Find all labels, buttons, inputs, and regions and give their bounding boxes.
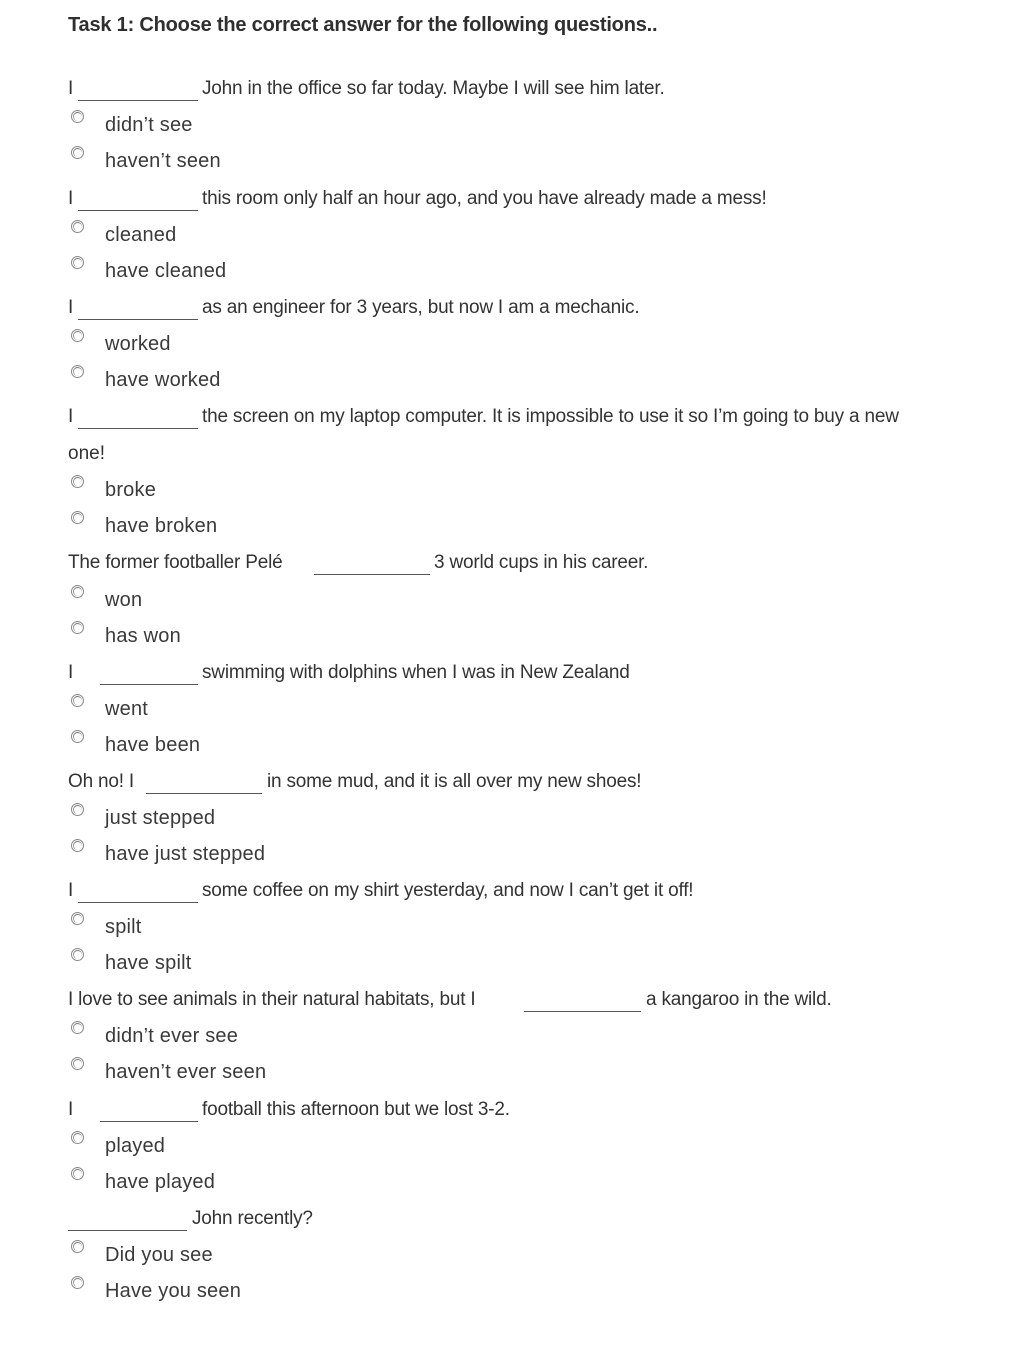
- question-8-before: I: [68, 880, 74, 901]
- option-label: haven’t seen: [105, 150, 221, 172]
- radio-icon[interactable]: [71, 839, 84, 852]
- question-4-continuation: one!: [68, 443, 105, 464]
- question-7-before: Oh no! I: [68, 771, 134, 792]
- option-label: Have you seen: [105, 1280, 242, 1302]
- question-6-blank: [100, 684, 198, 685]
- radio-icon[interactable]: [71, 329, 84, 342]
- option-label: have broken: [105, 515, 218, 537]
- radio-icon[interactable]: [71, 1276, 84, 1289]
- question-10-after: football this afternoon but we lost 3-2.: [202, 1099, 510, 1120]
- option-label: have spilt: [105, 952, 192, 974]
- question-4-blank: [78, 428, 198, 429]
- question-7-blank: [146, 793, 262, 794]
- option-label: went: [105, 698, 149, 720]
- option-label: played: [105, 1135, 166, 1157]
- option-label: didn’t ever see: [105, 1025, 239, 1047]
- radio-icon[interactable]: [71, 110, 84, 123]
- question-10-blank: [100, 1121, 198, 1122]
- radio-icon[interactable]: [71, 585, 84, 598]
- radio-icon[interactable]: [71, 694, 84, 707]
- radio-icon[interactable]: [71, 912, 84, 925]
- option-label: spilt: [105, 916, 142, 938]
- option-label: cleaned: [105, 224, 177, 246]
- option-label: have been: [105, 734, 201, 756]
- radio-icon[interactable]: [71, 948, 84, 961]
- option-label: just stepped: [105, 807, 216, 829]
- option-label: have played: [105, 1171, 216, 1193]
- radio-icon[interactable]: [71, 730, 84, 743]
- option-label: has won: [105, 625, 181, 647]
- radio-icon[interactable]: [71, 146, 84, 159]
- question-2-blank: [78, 210, 198, 211]
- radio-icon[interactable]: [71, 365, 84, 378]
- option-label: worked: [105, 333, 171, 355]
- question-7-after: in some mud, and it is all over my new shoes!: [267, 771, 642, 792]
- option-label: didn’t see: [105, 114, 193, 136]
- radio-icon[interactable]: [71, 1131, 84, 1144]
- option-label: have cleaned: [105, 260, 227, 282]
- question-1-before: I: [68, 78, 74, 99]
- option-label: Did you see: [105, 1244, 213, 1266]
- question-11-blank: [68, 1230, 187, 1231]
- question-11-after: John recently?: [192, 1208, 313, 1229]
- radio-icon[interactable]: [71, 1021, 84, 1034]
- question-9-blank: [524, 1011, 641, 1012]
- question-2-before: I: [68, 188, 74, 209]
- page-title: Task 1: Choose the correct answer for the following questions..: [68, 14, 658, 36]
- question-3-after: as an engineer for 3 years, but now I am a mechanic.: [202, 297, 640, 318]
- question-1-blank: [78, 100, 198, 101]
- question-4-before: I: [68, 406, 74, 427]
- radio-icon[interactable]: [71, 511, 84, 524]
- question-5-after: 3 world cups in his career.: [434, 552, 649, 573]
- option-label: broke: [105, 479, 157, 501]
- radio-icon[interactable]: [71, 256, 84, 269]
- radio-icon[interactable]: [71, 220, 84, 233]
- radio-icon[interactable]: [71, 1240, 84, 1253]
- question-5-before: The former footballer Pelé: [68, 552, 283, 573]
- question-5-blank: [314, 574, 430, 575]
- radio-icon[interactable]: [71, 1167, 84, 1180]
- question-9-before: I love to see animals in their natural habitats, but I: [68, 989, 476, 1010]
- question-6-before: I: [68, 662, 74, 683]
- question-3-blank: [78, 319, 198, 320]
- question-1-after: John in the office so far today. Maybe I will see him later.: [202, 78, 665, 99]
- radio-icon[interactable]: [71, 475, 84, 488]
- option-label: have worked: [105, 369, 221, 391]
- question-9-after: a kangaroo in the wild.: [646, 989, 832, 1010]
- question-10-before: I: [68, 1099, 74, 1120]
- radio-icon[interactable]: [71, 1057, 84, 1070]
- question-8-after: some coffee on my shirt yesterday, and now I can’t get it off!: [202, 880, 694, 901]
- question-3-before: I: [68, 297, 74, 318]
- option-label: have just stepped: [105, 843, 266, 865]
- question-4-after: the screen on my laptop computer. It is impossible to use it so I’m going to buy a new: [202, 406, 899, 427]
- question-2-after: this room only half an hour ago, and you have already made a mess!: [202, 188, 767, 209]
- radio-icon[interactable]: [71, 621, 84, 634]
- option-label: won: [105, 589, 143, 611]
- question-6-after: swimming with dolphins when I was in New Zealand: [202, 662, 630, 683]
- question-8-blank: [78, 902, 198, 903]
- radio-icon[interactable]: [71, 803, 84, 816]
- option-label: haven’t ever seen: [105, 1061, 267, 1083]
